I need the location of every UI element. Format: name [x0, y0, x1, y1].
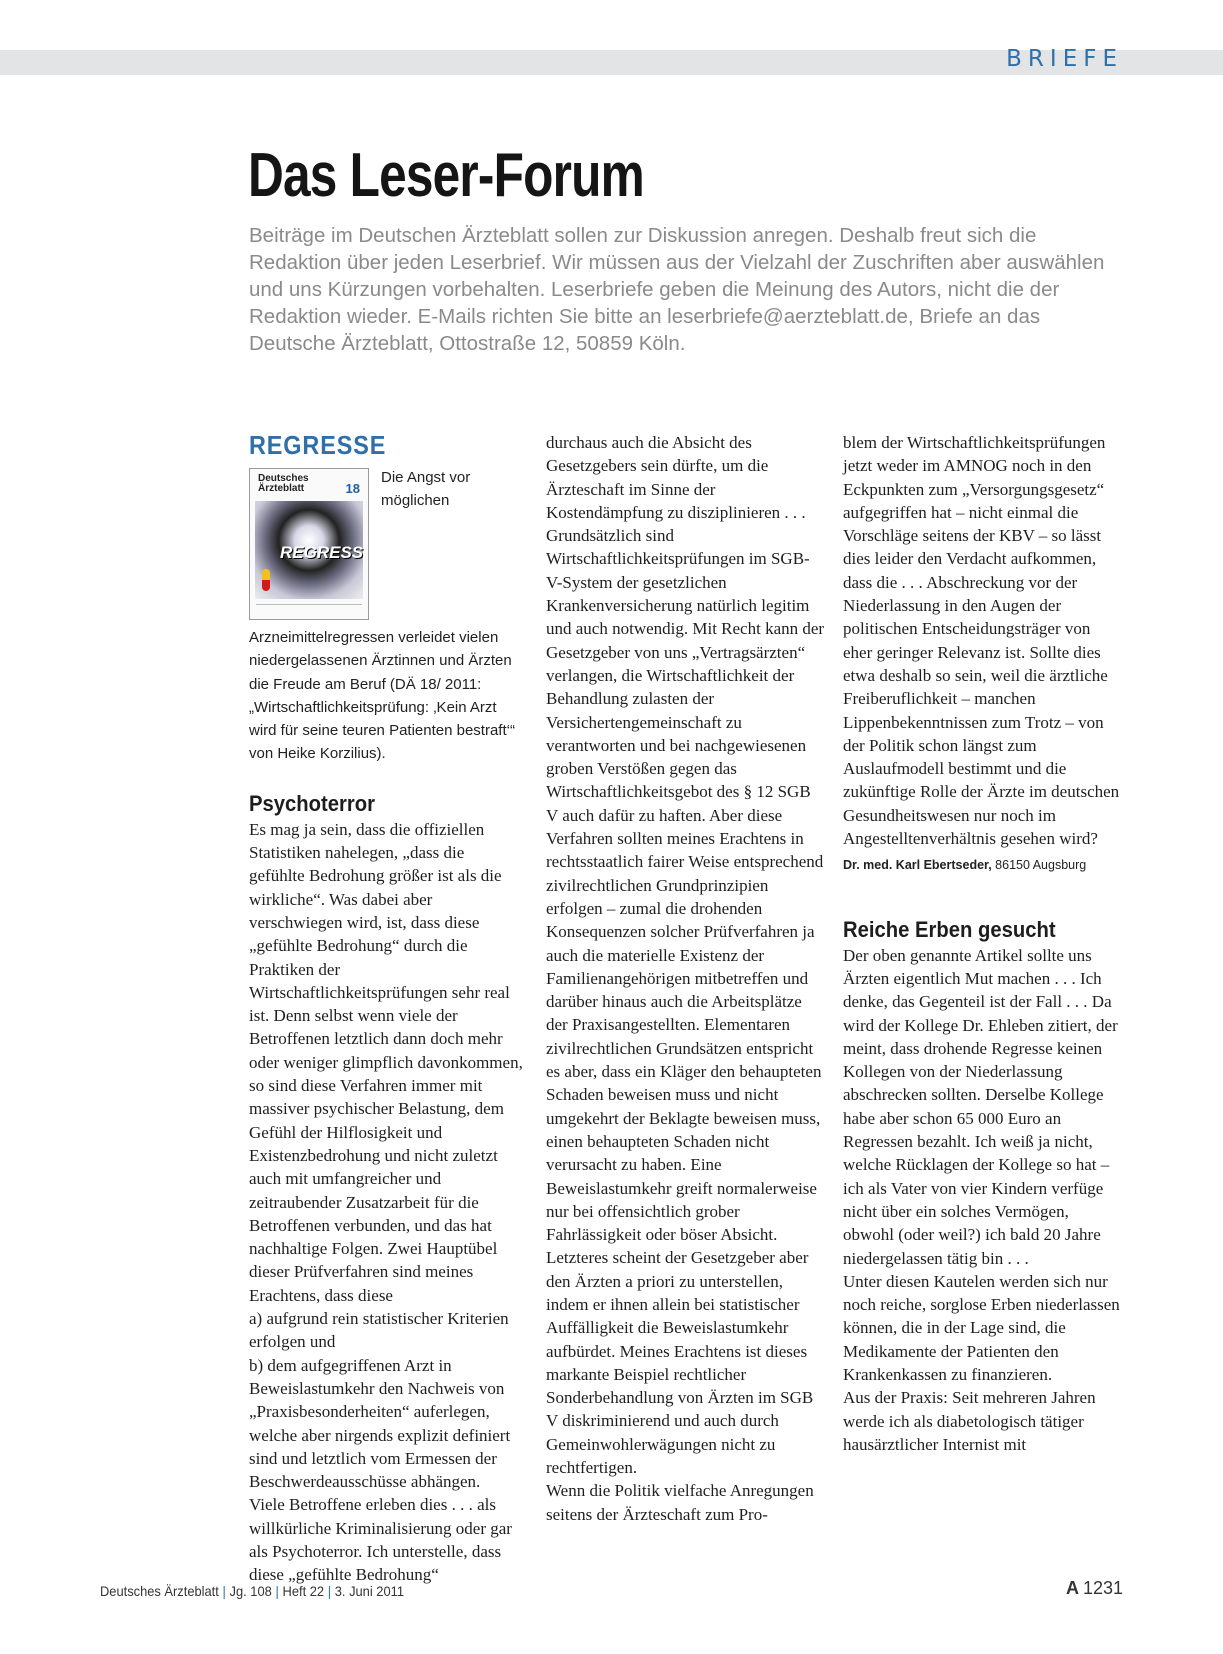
- paragraph: Wenn die Politik vielfache Anregungen seitens der Ärzteschaft zum Pro-: [546, 1481, 814, 1524]
- pill-icon: [262, 569, 270, 591]
- paragraph: b) dem aufgegriffenen Arzt in Beweislastumkehr den Nachweis von „Praxisbesonderheiten“ auferlegen, welche aber nirgends explizit definiert sind und letztlich vom Ermessen der Beschwerdeausschüsse abhängen.: [249, 1355, 511, 1492]
- author-signature: [843, 854, 1123, 877]
- paragraph: a) aufgrund rein statistischer Kriterien erfolgen und: [249, 1309, 509, 1352]
- column-3: [843, 431, 1123, 1456]
- intro-text: Beiträge im Deutschen Ärzteblatt sollen zur Diskussion anregen. Deshalb freut sich die Redaktion über jeden Leserbrief. Wir müssen aus der Vielzahl der Zuschriften aber auswählen und uns Kürzungen vorbehalten. Leserbriefe geben die Meinung des Autors, nicht die der Redaktion wieder. E-Mails richten Sie bitte an leserbriefe@aerzteblatt.de, Briefe an das Deutsche Ärzteblatt, Ottostraße 12, 50859 Köln.: [249, 224, 1105, 355]
- cover-footer-line: [256, 604, 362, 613]
- column-1: [249, 430, 524, 1587]
- cover-title-line2: Ärzteblatt: [258, 483, 305, 494]
- paragraph: Viele Betroffene erleben dies . . . als willkürliche Kriminalisierung oder gar als Psychoterror. Ich unterstelle, dass diese „gefühlte Bedrohung“: [249, 1495, 512, 1585]
- section-label: BRIEFE: [1006, 46, 1123, 72]
- teaser-block: [249, 466, 524, 766]
- cover-title: [258, 474, 309, 494]
- page-number: [1066, 1578, 1123, 1599]
- paragraph: Es mag ja sein, dass die offiziellen Statistiken nahelegen, „dass die gefühlte Bedrohung größer ist als die wirkliche“. Was dabei aber verschwiegen wird, ist, dass diese „gefühlte Bedrohung“ durch die Praktiken der Wirtschaftlichkeitsprüfungen sehr real ist. Denn selbst wenn viele der Betroffenen letztlich dann doch mehr oder weniger glimpflich davonkommen, so sind diese Verfahren immer mit massiver psychischer Belastung, dem Gefühl der Hilflosigkeit und Existenzbedrohung und nicht zuletzt auch mit umfangreicher und zeitraubender Zusatzarbeit für die Betroffenen verbunden, und das hat nachhaltige Folgen. Zwei Hauptübel dieser Prüfverfahren sind meines Erachtens, dass diese: [249, 819, 523, 1305]
- footer-separator: |: [222, 1583, 226, 1599]
- footer-journal: Deutsches Ärzteblatt: [100, 1583, 219, 1599]
- teaser-text: Die Angst vor möglichen Arzneimittelregressen verleidet vielen niedergelassenen Ärztinnen und Ärzten die Freude am Beruf (DÄ 18/ 2011: „Wirtschaftlichkeitsprüfung: ‚Kein Arzt wird für seine teuren Patienten bestraft‘“ von Heike Korzilius).: [249, 469, 515, 763]
- footer-issue: Heft 22: [282, 1583, 325, 1599]
- footer-separator: |: [275, 1583, 279, 1599]
- paragraph: Der oben genannte Artikel sollte uns Ärzten eigentlich Mut machen . . . Ich denke, das Gegenteil ist der Fall . . . Da wird der Kollege Dr. Ehleben zitiert, der meint, dass drohende Regresse keinen Kollegen von der Niederlassung abschrecken sollten. Derselbe Kollege habe aber schon 65 000 Euro an Regressen bezahlt. Ich weiß ja nicht, welche Rücklagen der Kollege so hat – ich als Vater von vier Kindern verfüge nicht über ein solches Vermögen, obwohl (oder weil?) ich bald 20 Jahre niedergelassen tätig bin . . .: [843, 945, 1118, 1268]
- author-place: 86150 Augsburg: [995, 858, 1087, 873]
- footer-separator: |: [327, 1583, 332, 1599]
- paragraph: Unter diesen Kautelen werden sich nur noch reiche, sorglose Erben niederlassen können, die in der Lage sind, die Medikamente der Patienten den Krankenkassen zu finanzieren.: [843, 1271, 1120, 1384]
- cover-title-line1: Deutsches: [258, 473, 309, 484]
- category-heading: REGRESSE: [249, 430, 387, 460]
- paragraph: Aus der Praxis: Seit mehreren Jahren werde ich als diabetologisch tätiger hausärztlicher Internist mit: [843, 1388, 1096, 1454]
- cover-stamp: REGRESS: [280, 543, 364, 562]
- page-number-value: 1231: [1082, 1578, 1123, 1598]
- column-2: [546, 431, 826, 1526]
- footer-date: 3. Juni 2011: [334, 1583, 404, 1599]
- article-headline: Reiche Erben gesucht: [843, 916, 1056, 942]
- author-name: Dr. med. Karl Ebertseder,: [843, 858, 992, 873]
- footer-citation: [100, 1583, 404, 1599]
- cover-issue-number: 18: [345, 481, 360, 496]
- paragraph: blem der Wirtschaftlichkeitsprüfungen jetzt weder im AMNOG noch in den Eckpunkten zum „Versorgungsgesetz“ aufgegriffen hat – nicht einmal die Vorschläge seitens der KBV – so lässt dies leider den Verdacht aufkommen, dass die . . . Abschreckung vor der Niederlassung in den Augen der politischen Entscheidungsträger von eher geringer Relevanz ist. Sollte dies etwa deshalb so sein, weil die ärztliche Freiberuflichkeit – manchen Lippenbekenntnissen zum Trotz – von der Politik schon längst zum Auslaufmodell bestimmt und die zukünftige Rolle der Ärzte im deutschen Gesundheitswesen nur noch im Angestelltenverhältnis gesehen wird?: [843, 433, 1120, 849]
- paragraph: durchaus auch die Absicht des Gesetzgebers sein dürfte, um die Ärzteschaft im Sinne der Kostendämpfung zu disziplinieren . . .: [546, 433, 806, 522]
- footer-volume: Jg. 108: [229, 1583, 272, 1599]
- page-title: Das Leser-Forum: [248, 141, 644, 210]
- paragraph: Grundsätzlich sind Wirtschaftlichkeitsprüfungen im SGB-V-System der gesetzlichen Krankenversicherung natürlich legitim und auch notwendig. Mit Recht kann der Gesetzgeber von uns „Vertragsärzten“ verlangen, die Wirtschaftlichkeit der Behandlung zulasten der Versichertengemeinschaft zu verantworten und bei nachgewiesenen groben Verstößen gegen das Wirtschaftlichkeitsgebot des § 12 SGB V auch dafür zu haften. Aber diese Verfahren sollten meines Erachtens in rechtsstaatlich fairer Weise entsprechend zivilrechtlichen Grundprinzipien erfolgen – zumal die drohenden Konsequenzen solcher Prüfverfahren ja auch die materielle Existenz der Familienangehörigen mitbetreffen und darüber hinaus auch die Arbeitsplätze der Praxisangestellten. Elementaren zivilrechtlichen Grundsätzen entspricht es aber, dass ein Kläger den behaupteten Schaden beweisen muss und nicht umgekehrt der Beklagte beweisen muss, einen behaupteten Schaden nicht verursacht zu haben. Eine Beweislastumkehr greift normalerweise nur bei offensichtlich grober Fahrlässigkeit oder böser Absicht. Letzteres scheint der Gesetzgeber aber den Ärzten a priori zu unterstellen, indem er ihnen allein bei statistischer Auffälligkeit die Beweislastumkehr aufbürdet. Meines Erachtens ist dieses markante Beispiel rechtlicher Sonderbehandlung von Ärzten im SGB V diskriminierend und auch durch Gemeinwohlerwägungen nicht zu rechtfertigen.: [546, 526, 825, 1478]
- article-headline: Psychoterror: [249, 790, 375, 816]
- magazine-cover-image: [249, 468, 369, 620]
- page-prefix: A: [1065, 1578, 1079, 1598]
